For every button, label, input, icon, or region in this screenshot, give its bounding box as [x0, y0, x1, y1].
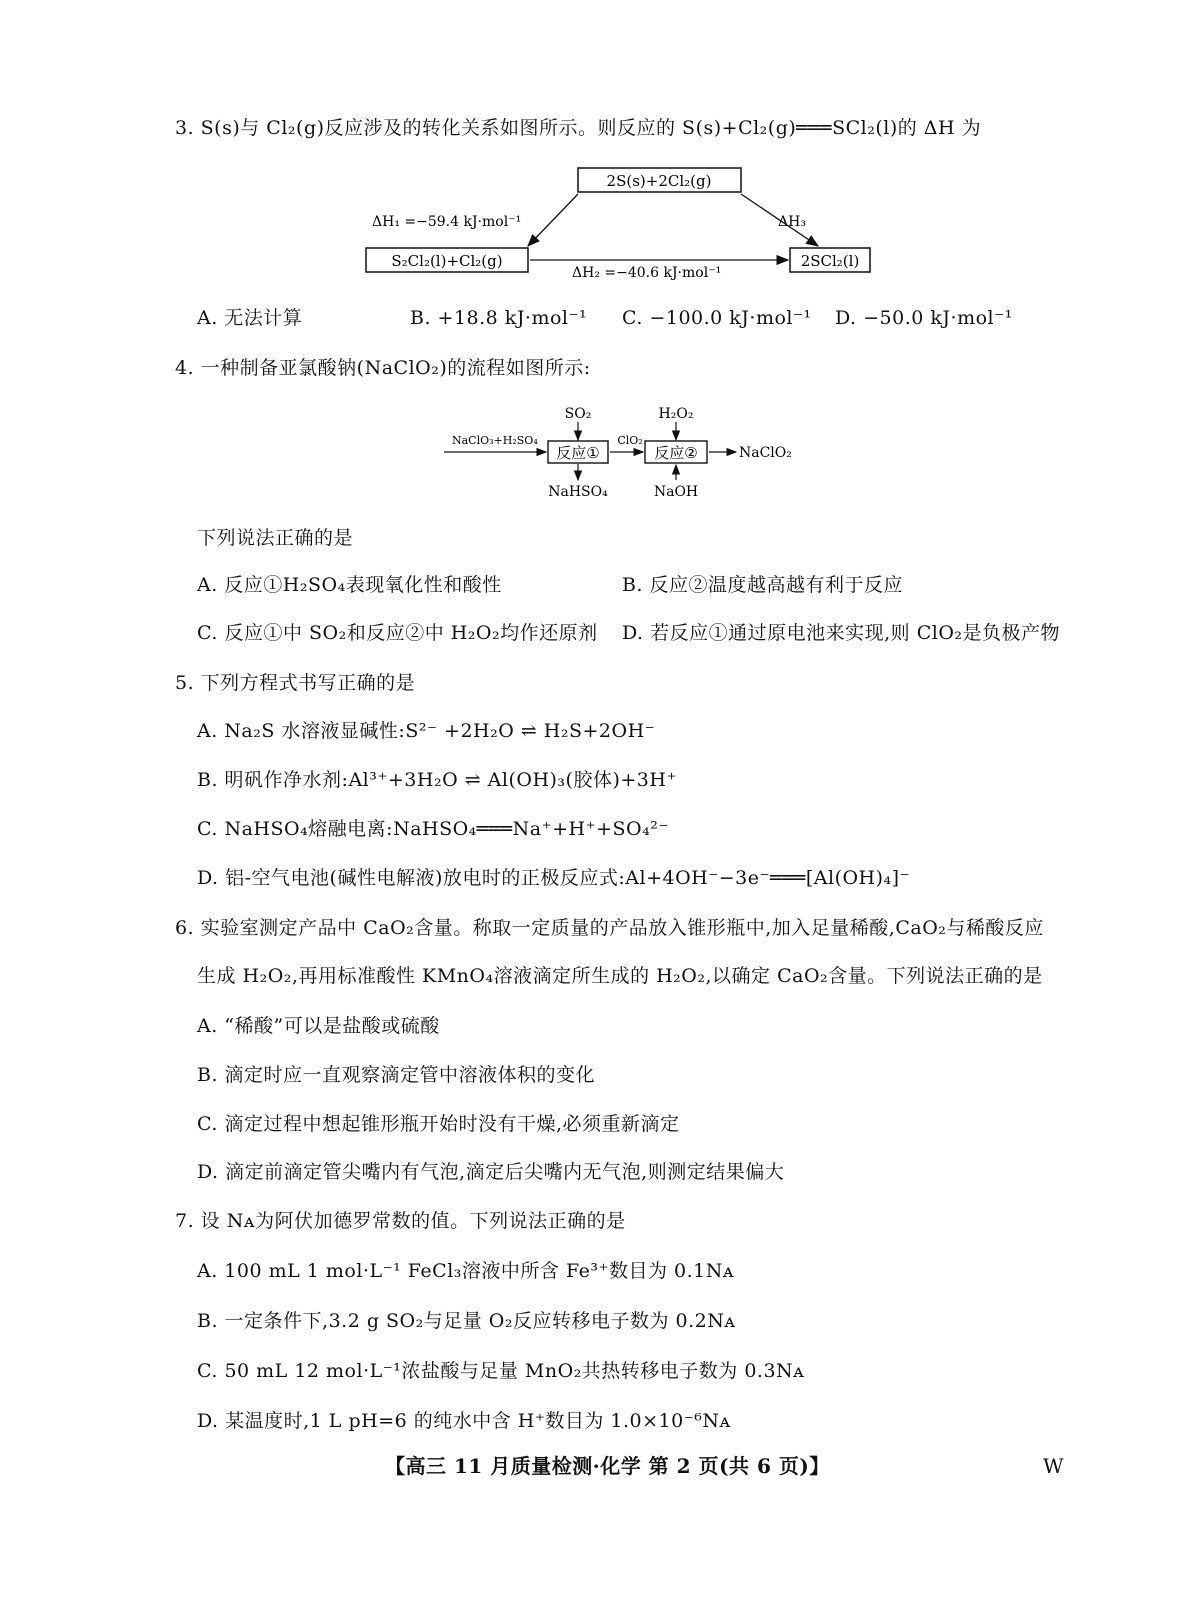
q3-stem: 3. S(s)与 Cl₂(g)反应涉及的转化关系如图所示。则反应的 S(s)+Cl₂(g)═══SCl₂(l)的 ΔH 为 — [175, 117, 982, 139]
enthalpy-diagram-svg — [360, 160, 880, 285]
q5-option-b[interactable]: B. 明矾作净水剂:Al³⁺+3H₂O ⇌ Al(OH)₃(胶体)+3H⁺ — [197, 769, 677, 791]
left-box-label: S₂Cl₂(l)+Cl₂(g) — [391, 252, 503, 270]
q6-option-c[interactable]: C. 滴定过程中想起锥形瓶开始时没有干燥,必须重新滴定 — [197, 1113, 680, 1135]
q4-option-a[interactable]: A. 反应①H₂SO₄表现氧化性和酸性 — [197, 574, 502, 596]
q4-option-d[interactable]: D. 若反应①通过原电池来实现,则 ClO₂是负极产物 — [622, 622, 1061, 644]
q6-option-b[interactable]: B. 滴定时应一直观察滴定管中溶液体积的变化 — [197, 1064, 596, 1086]
product-label: NaClO₂ — [739, 445, 792, 461]
q3-enthalpy-diagram — [360, 160, 880, 285]
q4-stem: 4. 一种制备亚氯酸钠(NaClO₂)的流程如图所示: — [175, 357, 591, 379]
q4-option-c[interactable]: C. 反应①中 SO₂和反应②中 H₂O₂均作还原剂 — [197, 622, 598, 644]
feed-label: NaClO₃+H₂SO₄ — [452, 434, 538, 447]
right-box-label: 2SCl₂(l) — [800, 252, 860, 270]
top-box-label: 2S(s)+2Cl₂(g) — [606, 172, 712, 190]
q7-option-b[interactable]: B. 一定条件下,3.2 g SO₂与足量 O₂反应转移电子数为 0.2Nᴀ — [197, 1310, 736, 1332]
reaction-2-label: 反应② — [654, 444, 698, 462]
q3-option-c[interactable]: C. −100.0 kJ·mol⁻¹ — [622, 307, 812, 329]
dh3-label: ΔH₃ — [778, 214, 806, 230]
nahso4-label: NaHSO₄ — [548, 484, 608, 500]
q3-option-b[interactable]: B. +18.8 kJ·mol⁻¹ — [410, 307, 588, 329]
q3-option-a[interactable]: A. 无法计算 — [197, 307, 303, 329]
q5-option-d[interactable]: D. 铝-空气电池(碱性电解液)放电时的正极反应式:Al+4OH⁻−3e⁻═══[Al(OH)₄]⁻ — [197, 867, 911, 889]
q5-option-c[interactable]: C. NaHSO₄熔融电离:NaHSO₄═══Na⁺+H⁺+SO₄²⁻ — [197, 818, 669, 840]
dh2-label: ΔH₂ =−40.6 kJ·mol⁻¹ — [572, 265, 722, 281]
clo2-label: ClO₂ — [617, 434, 643, 447]
page-footer: 【高三 11 月质量检测·化学 第 2 页(共 6 页)】 — [385, 1454, 830, 1478]
flow-diagram-svg — [440, 398, 820, 508]
naoh-label: NaOH — [653, 484, 699, 500]
q6-option-d[interactable]: D. 滴定前滴定管尖嘴内有气泡,滴定后尖嘴内无气泡,则测定结果偏大 — [197, 1161, 785, 1183]
dh1-label: ΔH₁ =−59.4 kJ·mol⁻¹ — [372, 214, 522, 230]
q5-stem: 5. 下列方程式书写正确的是 — [175, 672, 416, 694]
so2-label: SO₂ — [564, 406, 592, 422]
q5-option-a[interactable]: A. Na₂S 水溶液显碱性:S²⁻ +2H₂O ⇌ H₂S+2OH⁻ — [197, 720, 656, 742]
q6-stem-line1: 6. 实验室测定产品中 CaO₂含量。称取一定质量的产品放入锥形瓶中,加入足量稀酸,CaO₂与稀酸反应 — [175, 917, 1044, 939]
h2o2-label: H₂O₂ — [658, 406, 694, 422]
arrow-dh1 — [528, 194, 578, 246]
q6-stem-line2: 生成 H₂O₂,再用标准酸性 KMnO₄溶液滴定所生成的 H₂O₂,以确定 CaO₂含量。下列说法正确的是 — [197, 965, 1043, 987]
q7-stem: 7. 设 Nᴀ为阿伏加德罗常数的值。下列说法正确的是 — [175, 1210, 626, 1232]
q7-option-a[interactable]: A. 100 mL 1 mol·L⁻¹ FeCl₃溶液中所含 Fe³⁺数目为 0.1Nᴀ — [197, 1260, 735, 1282]
q7-option-c[interactable]: C. 50 mL 12 mol·L⁻¹浓盐酸与足量 MnO₂共热转移电子数为 0.3Nᴀ — [197, 1360, 805, 1382]
q4-prompt: 下列说法正确的是 — [197, 527, 354, 549]
reaction-1-label: 反应① — [556, 444, 600, 462]
q7-option-d[interactable]: D. 某温度时,1 L pH=6 的纯水中含 H⁺数目为 1.0×10⁻⁶Nᴀ — [197, 1410, 731, 1432]
q6-option-a[interactable]: A. “稀酸”可以是盐酸或硫酸 — [197, 1015, 440, 1037]
version-mark: W — [1043, 1454, 1064, 1478]
q3-option-d[interactable]: D. −50.0 kJ·mol⁻¹ — [835, 307, 1013, 329]
q4-flow-diagram — [440, 398, 820, 508]
q4-option-b[interactable]: B. 反应②温度越高越有利于反应 — [622, 574, 904, 596]
